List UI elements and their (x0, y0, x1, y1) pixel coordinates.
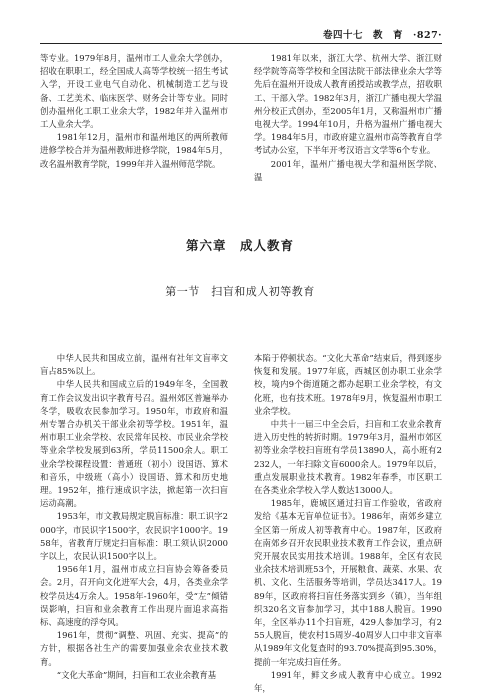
paragraph: 等专业。1979年8月，温州市工人业余大学创办，招收在职职工，经全国成人高等学校统一招生考试入学，开设工业电气自动化、机械制造工艺与设备、工艺美术、临床医学、财务会计等专业。同时创办温州化工职工业余大学，1982年并入温州市工人业余大学。 (40, 53, 228, 130)
section-title: 第一节 扫盲和成人初等教育 (165, 285, 315, 298)
top-right-column (254, 52, 442, 184)
paragraph: 中华人民共和国成立后的1949年冬，全国教育工作会议发出识字教育号召。温州郊区普遍举办冬学，吸收农民参加学习。1950年，市政府和温州专署合办机关干部业余初等学校。1951年，温州市职工业余学校、农民常年民校、市民业余学校等业余学校发展到63所，学员11500余人。职工业余学校课程设置：普通班（初小）设国语、算术和音乐，中级班（高小）设国语、算术和历史地理。1952年，推行速成识字法，掀起第一次扫盲运动高潮。 (40, 379, 228, 509)
paragraph: 1991年，鲜文乡成人教育中心成立。1992年， (254, 669, 442, 694)
paragraph: 1961年，贯彻“调整、巩固、充实、提高”的方针，根据各社生产的需要加强业余农业技术教育。 (40, 630, 228, 667)
bottom-right-column (254, 352, 442, 695)
header-rule (40, 43, 442, 44)
paragraph: “文化大革命”期间，扫盲和工农业余教育基 (56, 669, 217, 680)
paragraph: 2001年，温州广播电视大学和温州医学院、温 (254, 158, 442, 182)
paragraph: 1981年以来，浙江大学、杭州大学、浙江财经学院等高等学校和全国法院干部法律业余大学等先后在温州开设成人教育函授站或教学点，招收职工、干部入学。1982年3月，浙江广播电视大学温州分校正式创办，至2005年1月，又称温州市广播电视大学。1994年10月，升格为温州广播电视大学。1984年5月，市政府建立温州市高等教育自学考试办公室，下半年开考汉语言文学等6个专业。 (254, 53, 442, 156)
chapter-title: 第六章 成人教育 (185, 238, 294, 253)
paragraph: 本陷于停顿状态。“文化大革命”结束后，得到逐步恢复和发展。1977年底，西城区创办职工业余学校，境内9个街道随之都办起职工业余学校，有文化班，也有技术班。1978年9月，恢复温州市职工业余学校。 (254, 353, 442, 416)
paragraph: 1953年，市文教局规定脱盲标准：职工识字2000字，市民识字1500字，农民识字1000字。1958年，省教育厅规定扫盲标准：职工须认识2000字以上，农民认识1500字以上。 (40, 511, 228, 562)
running-head-text: 卷四十七 教 育 ·827· (323, 30, 442, 41)
paragraph: 1985年，鹿城区通过扫盲工作验收，省政府发给《基本无盲单位证书》。1986年，南郊乡建立全区第一所成人初等教育中心。1987年，区政府在南郊乡召开农民职业技术教育工作会议，重点研究开展农民实用技术培训。1988年，全区有农民业余技术培训班53个，开展粮食、蔬菜、水果、农机、文化、生活服务等培训，学员达3417人。1989年，区政府将扫盲任务落实到乡（镇），当年组织320名文盲参加学习，其中188人脱盲。1990年，全区举办11个扫盲班，429人参加学习，有255人脱盲，使农村15周岁-40周岁人口中非文盲率从1989年文化复查时的93.70%提高到95.30%，提前一年完成扫盲任务。 (254, 498, 442, 667)
running-header (40, 27, 442, 43)
paragraph: 中共十一届三中全会后，扫盲和工农业余教育进入历史性的转折时期。1979年3月，温州市郊区初等业余学校扫盲班有学员13890人，高小班有2232人，一年扫除文盲6000余人。1979年以后，重点发展职业技术教育。1982年春季，市区职工在各类业余学校入学人数达13000人。 (254, 419, 442, 496)
bottom-left-column (40, 352, 228, 682)
paragraph: 中华人民共和国成立前，温州有社年文盲率文盲占85%以上。 (40, 353, 228, 377)
top-left-column (40, 52, 228, 171)
paragraph: 1981年12月，温州市和温州地区的两所教师进修学校合并为温州教师进修学院，1984年5月，改名温州教育学院，1999年并入温州师范学院。 (40, 132, 228, 169)
paragraph: 1956年1月，温州市成立扫盲协会筹备委员会。2月，召开向文化进军大会，4月，各类业余学校学员达4万余人。1958年-1960年，受“左”倾错误影响，扫盲和业余教育工作出现片面追求高指标、高速度的浮夸风。 (40, 564, 228, 628)
